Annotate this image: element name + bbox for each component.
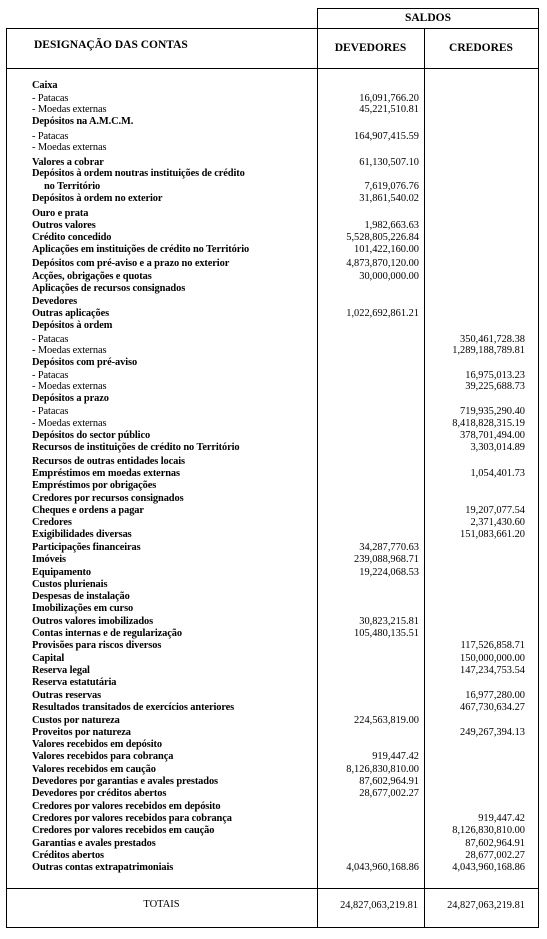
account-label: Cheques e ordens a pagar bbox=[32, 505, 144, 516]
credit-value: 8,126,830,810.00 bbox=[452, 825, 525, 836]
table-row bbox=[6, 776, 539, 787]
debit-value: 101,422,160.00 bbox=[354, 244, 419, 255]
body-bottom-rule bbox=[6, 888, 539, 889]
account-label: Depósitos com pré-aviso e a prazo no exterior bbox=[32, 258, 230, 269]
account-label: Depósitos na A.M.C.M. bbox=[32, 116, 134, 127]
table-row bbox=[6, 142, 539, 153]
account-label: - Moedas externas bbox=[32, 142, 107, 153]
debit-value: 164,907,415.59 bbox=[354, 131, 419, 142]
credit-value: 16,977,280.00 bbox=[465, 690, 525, 701]
account-label: Reserva estatutária bbox=[32, 677, 117, 688]
credit-value: 4,043,960,168.86 bbox=[452, 862, 525, 873]
table-row bbox=[6, 788, 539, 799]
devedores-header: DEVEDORES bbox=[334, 42, 407, 54]
credit-value: 3,303,014.89 bbox=[470, 442, 525, 453]
account-label: Equipamento bbox=[32, 567, 91, 578]
table-row bbox=[6, 529, 539, 540]
credit-value: 719,935,290.40 bbox=[460, 406, 525, 417]
account-label: Devedores por créditos abertos bbox=[32, 788, 167, 799]
account-label: - Moedas externas bbox=[32, 345, 107, 356]
credit-value: 378,701,494.00 bbox=[460, 430, 525, 441]
table-row bbox=[6, 308, 539, 319]
credores-header: CREDORES bbox=[449, 42, 513, 54]
table-row bbox=[6, 334, 539, 345]
credit-value: 249,267,394.13 bbox=[460, 727, 525, 738]
account-label: Aplicações em instituições de crédito no Território bbox=[32, 244, 250, 255]
table-row bbox=[6, 181, 539, 192]
account-label: Credores por valores recebidos para cobrança bbox=[32, 813, 232, 824]
account-label: Imobilizações em curso bbox=[32, 603, 134, 614]
debit-value: 1,022,692,861.21 bbox=[346, 308, 419, 319]
balance-sheet-table bbox=[6, 8, 539, 928]
credit-value: 8,418,828,315.19 bbox=[452, 418, 525, 429]
table-row bbox=[6, 493, 539, 504]
account-label: Caixa bbox=[32, 80, 58, 91]
debit-value: 4,873,870,120.00 bbox=[346, 258, 419, 269]
table-row bbox=[6, 739, 539, 750]
account-label: Contas internas e de regularização bbox=[32, 628, 182, 639]
account-label: Credores por valores recebidos em depósito bbox=[32, 801, 221, 812]
table-row bbox=[6, 80, 539, 91]
table-row bbox=[6, 567, 539, 578]
debit-value: 239,088,968.71 bbox=[354, 554, 419, 565]
account-label: - Patacas bbox=[32, 131, 69, 142]
debit-value: 5,528,805,226.84 bbox=[346, 232, 419, 243]
table-row bbox=[6, 517, 539, 528]
table-row bbox=[6, 505, 539, 516]
table-row bbox=[6, 468, 539, 479]
account-label: Proveitos por natureza bbox=[32, 727, 131, 738]
table-row bbox=[6, 850, 539, 861]
credit-value: 2,371,430.60 bbox=[470, 517, 525, 528]
table-bottom-rule bbox=[6, 927, 539, 928]
account-label: Outros valores imobilizados bbox=[32, 616, 154, 627]
table-row bbox=[6, 104, 539, 115]
table-row bbox=[6, 677, 539, 688]
account-label: Custos plurienais bbox=[32, 579, 108, 590]
account-label: Empréstimos em moedas externas bbox=[32, 468, 180, 479]
account-label: Depósitos com pré-aviso bbox=[32, 357, 138, 368]
account-label: Acções, obrigações e quotas bbox=[32, 271, 152, 282]
account-label: Valores recebidos em caução bbox=[32, 764, 156, 775]
table-row bbox=[6, 406, 539, 417]
credit-value: 87,602,964.91 bbox=[465, 838, 525, 849]
table-row bbox=[6, 296, 539, 307]
account-label: Exigibilidades diversas bbox=[32, 529, 132, 540]
debit-value: 45,221,510.81 bbox=[359, 104, 419, 115]
account-label: Garantias e avales prestados bbox=[32, 838, 156, 849]
table-row bbox=[6, 381, 539, 392]
credit-value: 150,000,000.00 bbox=[460, 653, 525, 664]
table-row bbox=[6, 542, 539, 553]
account-label: Devedores por garantias e avales prestados bbox=[32, 776, 218, 787]
account-label: Depósitos à ordem bbox=[32, 320, 113, 331]
account-label: Capital bbox=[32, 653, 65, 664]
account-label: Credores por valores recebidos em caução bbox=[32, 825, 215, 836]
account-label: Outras contas extrapatrimoniais bbox=[32, 862, 174, 873]
table-row bbox=[6, 480, 539, 491]
table-row bbox=[6, 616, 539, 627]
account-label: Crédito concedido bbox=[32, 232, 112, 243]
table-row bbox=[6, 418, 539, 429]
account-label: no Território bbox=[44, 181, 101, 192]
account-label: Imóveis bbox=[32, 554, 66, 565]
account-label: Recursos de outras entidades locais bbox=[32, 456, 185, 467]
debit-value: 105,480,135.51 bbox=[354, 628, 419, 639]
account-label: Custos por natureza bbox=[32, 715, 120, 726]
account-label: Depósitos à ordem noutras instituições de crédito bbox=[32, 168, 245, 179]
account-label: - Patacas bbox=[32, 334, 69, 345]
debit-value: 34,287,770.63 bbox=[359, 542, 419, 553]
credit-value: 467,730,634.27 bbox=[460, 702, 525, 713]
table-row bbox=[6, 665, 539, 676]
table-row bbox=[6, 554, 539, 565]
designation-header: DESIGNAÇÃO DAS CONTAS bbox=[34, 39, 188, 51]
table-row bbox=[6, 579, 539, 590]
account-label: Recursos de instituições de crédito no Território bbox=[32, 442, 240, 453]
credit-value: 28,677,002.27 bbox=[465, 850, 525, 861]
table-row bbox=[6, 93, 539, 104]
credit-value: 147,234,753.54 bbox=[460, 665, 525, 676]
credit-value: 1,289,188,789.81 bbox=[452, 345, 525, 356]
debit-value: 8,126,830,810.00 bbox=[346, 764, 419, 775]
totals-devedores: 24,827,063,219.81 bbox=[340, 900, 418, 911]
credit-value: 117,526,858.71 bbox=[460, 640, 525, 651]
account-label: Depósitos a prazo bbox=[32, 393, 109, 404]
account-label: Valores a cobrar bbox=[32, 157, 104, 168]
table-row bbox=[6, 131, 539, 142]
account-label: - Patacas bbox=[32, 370, 69, 381]
account-label: Credores por recursos consignados bbox=[32, 493, 184, 504]
debit-value: 16,091,766.20 bbox=[359, 93, 419, 104]
account-label: Outras reservas bbox=[32, 690, 102, 701]
credit-value: 39,225,688.73 bbox=[465, 381, 525, 392]
table-row bbox=[6, 208, 539, 219]
table-row bbox=[6, 628, 539, 639]
table-row bbox=[6, 653, 539, 664]
table-row bbox=[6, 244, 539, 255]
table-row bbox=[6, 456, 539, 467]
credit-value: 350,461,728.38 bbox=[460, 334, 525, 345]
table-row bbox=[6, 801, 539, 812]
account-label: Reserva legal bbox=[32, 665, 90, 676]
debit-value: 31,861,540.02 bbox=[359, 193, 419, 204]
account-label: Outros valores bbox=[32, 220, 96, 231]
table-row bbox=[6, 591, 539, 602]
table-row bbox=[6, 838, 539, 849]
table-row bbox=[6, 764, 539, 775]
credit-value: 19,207,077.54 bbox=[465, 505, 525, 516]
account-label: Depósitos à ordem no exterior bbox=[32, 193, 163, 204]
table-row bbox=[6, 862, 539, 873]
account-label: Empréstimos por obrigações bbox=[32, 480, 157, 491]
account-label: Resultados transitados de exercícios anteriores bbox=[32, 702, 235, 713]
debit-value: 19,224,068.53 bbox=[359, 567, 419, 578]
top-border-saldos bbox=[317, 8, 539, 9]
debit-value: 30,000,000.00 bbox=[359, 271, 419, 282]
table-row bbox=[6, 751, 539, 762]
account-label: Depósitos do sector público bbox=[32, 430, 151, 441]
debit-value: 87,602,964.91 bbox=[359, 776, 419, 787]
credit-value: 1,054,401.73 bbox=[470, 468, 525, 479]
table-row bbox=[6, 825, 539, 836]
debit-value: 7,619,076.76 bbox=[364, 181, 419, 192]
account-label: - Moedas externas bbox=[32, 418, 107, 429]
debit-value: 28,677,002.27 bbox=[359, 788, 419, 799]
account-label: Despesas de instalação bbox=[32, 591, 130, 602]
table-row bbox=[6, 168, 539, 179]
credit-value: 919,447.42 bbox=[478, 813, 525, 824]
account-label: Devedores bbox=[32, 296, 78, 307]
table-row bbox=[6, 715, 539, 726]
credit-value: 16,975,013.23 bbox=[465, 370, 525, 381]
table-row bbox=[6, 157, 539, 168]
totals-credores: 24,827,063,219.81 bbox=[447, 900, 525, 911]
table-row bbox=[6, 370, 539, 381]
table-row bbox=[6, 690, 539, 701]
table-row bbox=[6, 430, 539, 441]
account-label: Provisões para riscos diversos bbox=[32, 640, 162, 651]
table-row bbox=[6, 258, 539, 269]
saldos-divider bbox=[6, 28, 539, 29]
saldos-header: SALDOS bbox=[404, 12, 452, 24]
table-row bbox=[6, 393, 539, 404]
table-row bbox=[6, 320, 539, 331]
account-label: Ouro e prata bbox=[32, 208, 89, 219]
account-label: Outras aplicações bbox=[32, 308, 110, 319]
credit-value: 151,083,661.20 bbox=[460, 529, 525, 540]
account-label: Créditos abertos bbox=[32, 850, 104, 861]
account-label: - Patacas bbox=[32, 406, 69, 417]
account-label: Participações financeiras bbox=[32, 542, 141, 553]
account-label: - Moedas externas bbox=[32, 381, 107, 392]
account-label: Valores recebidos em depósito bbox=[32, 739, 162, 750]
table-row bbox=[6, 640, 539, 651]
account-label: Credores bbox=[32, 517, 72, 528]
debit-value: 4,043,960,168.86 bbox=[346, 862, 419, 873]
table-row bbox=[6, 283, 539, 294]
table-row bbox=[6, 220, 539, 231]
table-row bbox=[6, 603, 539, 614]
table-row bbox=[6, 357, 539, 368]
table-row bbox=[6, 345, 539, 356]
totals-label: TOTAIS bbox=[143, 899, 180, 910]
debit-value: 224,563,819.00 bbox=[354, 715, 419, 726]
account-label: Valores recebidos para cobrança bbox=[32, 751, 174, 762]
account-label: Aplicações de recursos consignados bbox=[32, 283, 186, 294]
account-label: - Patacas bbox=[32, 93, 69, 104]
table-row bbox=[6, 232, 539, 243]
table-row bbox=[6, 813, 539, 824]
table-row bbox=[6, 271, 539, 282]
debit-value: 1,982,663.63 bbox=[364, 220, 419, 231]
account-label: - Moedas externas bbox=[32, 104, 107, 115]
table-row bbox=[6, 727, 539, 738]
table-row bbox=[6, 702, 539, 713]
debit-value: 30,823,215.81 bbox=[359, 616, 419, 627]
debit-value: 61,130,507.10 bbox=[359, 157, 419, 168]
table-row bbox=[6, 193, 539, 204]
table-row bbox=[6, 442, 539, 453]
header-bottom-rule bbox=[6, 68, 539, 69]
debit-value: 919,447.42 bbox=[372, 751, 419, 762]
table-row bbox=[6, 116, 539, 127]
